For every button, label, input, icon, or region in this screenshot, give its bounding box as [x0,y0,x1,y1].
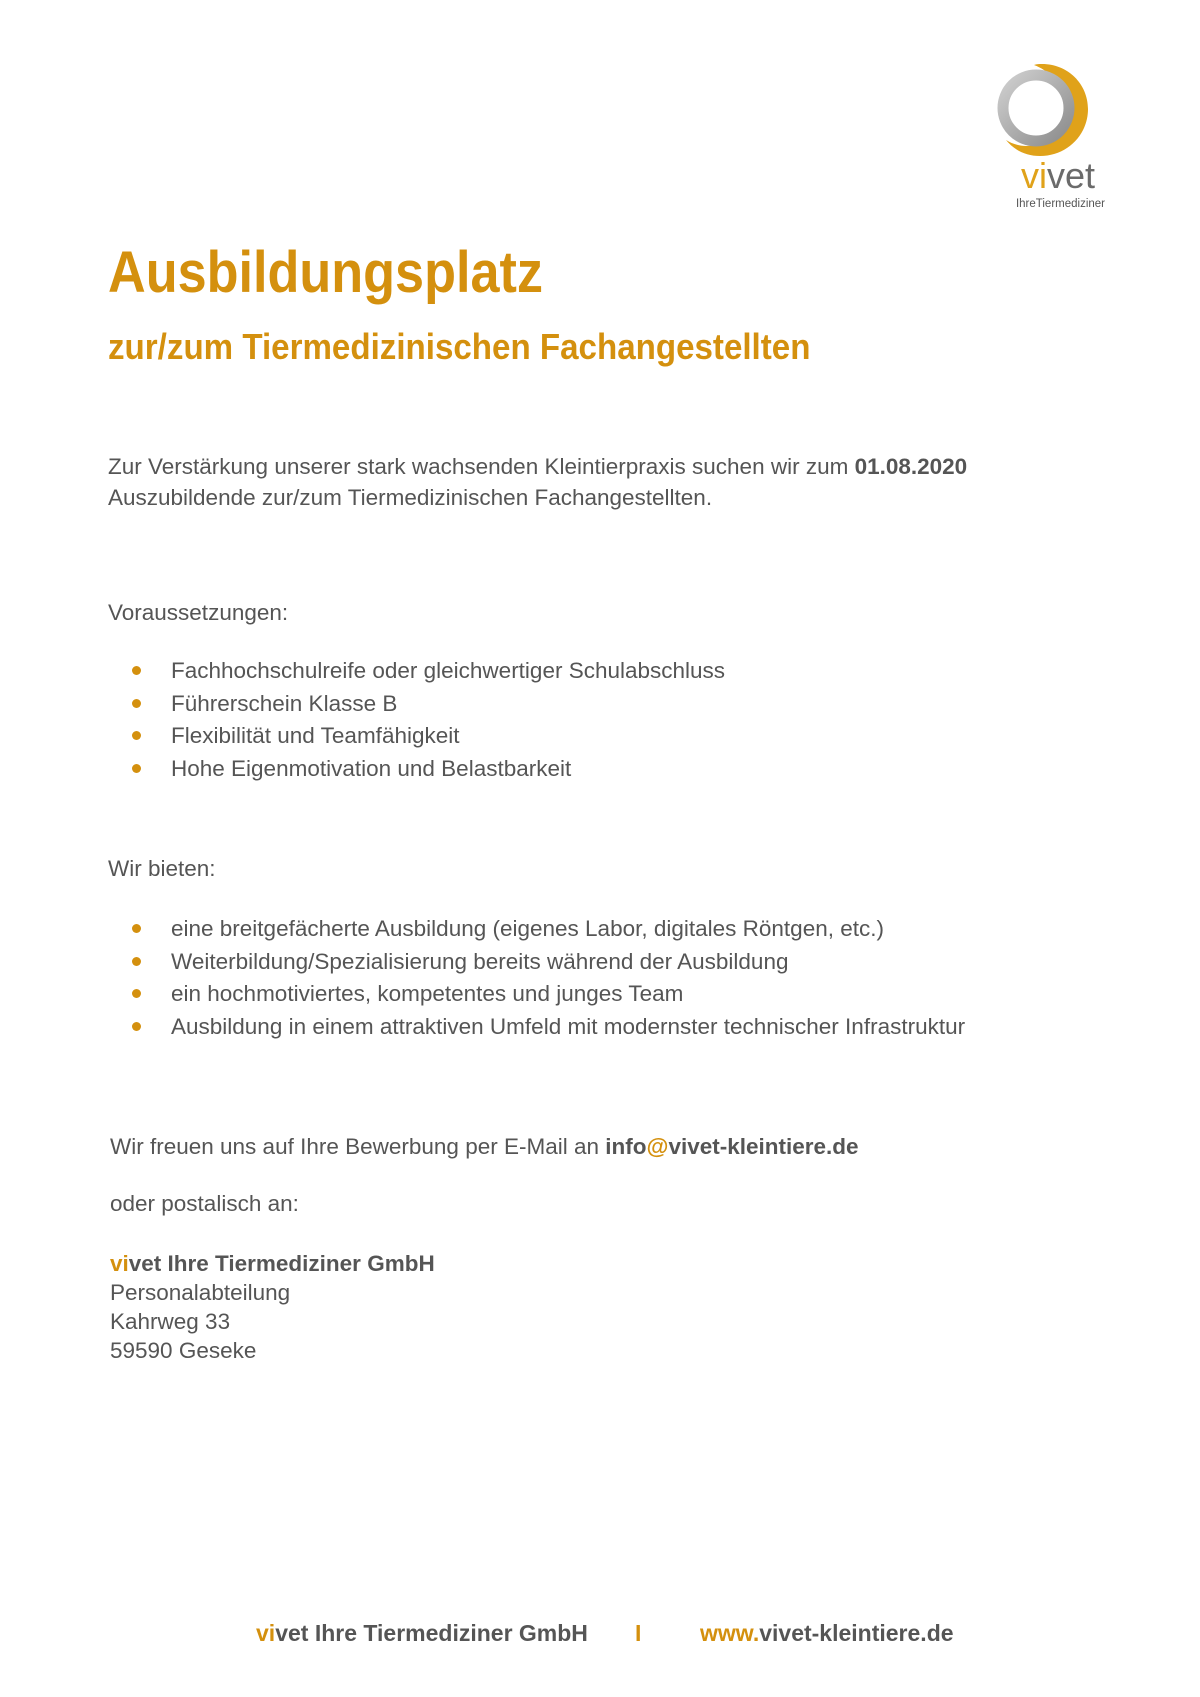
logo-wordmark-accent: vi [1020,155,1047,196]
list-item [108,655,725,688]
email-link[interactable] [605,1134,858,1159]
bullet-icon [132,764,141,773]
address-company-accent: vi [110,1251,129,1276]
footer-company-rest: vet Ihre Tiermediziner GmbH [275,1620,588,1646]
offer-heading: Wir bieten: [108,856,216,881]
list-item [108,978,965,1011]
requirements-heading: Voraussetzungen: [108,600,289,625]
list-item-text: eine breitgefächerte Ausbildung (eigenes Labor, digitales Röntgen, etc.) [171,916,884,941]
list-item-text: Flexibilität und Teamfähigkeit [171,723,460,748]
address-street: Kahrweg 33 [110,1309,231,1334]
bullet-icon [132,731,141,740]
list-item-text: Ausbildung in einem attraktiven Umfeld mit modernster technischer Infrastruktur [171,1013,966,1039]
list-item [108,688,725,721]
website-link[interactable] [700,1620,954,1647]
bullet-icon [132,666,141,675]
logo-wordmark-rest: vet [1046,155,1095,196]
bullet-icon [132,957,141,966]
bullet-icon [132,1022,141,1031]
application-paragraph [110,1131,859,1162]
website-domain: vivet-kleintiere.de [759,1620,954,1646]
intro-line-2: Auszubildende zur/zum Tiermedizinischen Fachangestellten. [108,485,713,510]
intro-text: Zur Verstärkung unserer stark wachsenden Kleintierpraxis suchen wir zum [108,454,855,479]
application-text: Wir freuen uns auf Ihre Bewerbung per E-Mail an [110,1134,606,1159]
postal-address [110,1249,435,1365]
footer-company [256,1620,588,1647]
address-company-rest: vet Ihre Tiermediziner GmbH [128,1251,435,1276]
requirements-list [108,655,725,785]
vivet-logo [985,62,1105,222]
footer [0,1620,1200,1660]
bullet-icon [132,699,141,708]
list-item-text: Fachhochschulreife oder gleichwertiger Schulabschluss [171,658,726,683]
address-department: Personalabteilung [110,1280,291,1305]
page-subtitle: zur/zum Tiermedizinischen Fachangestellten [108,326,811,367]
list-item [108,720,725,753]
list-item [108,913,965,946]
footer-separator: I [635,1620,642,1646]
page-title: Ausbildungsplatz [108,240,543,305]
list-item [108,1011,965,1044]
website-prefix: www. [700,1620,760,1646]
email-domain: vivet-kleintiere.de [668,1134,859,1159]
logo-ring-icon [990,62,1090,158]
email-at: @ [646,1134,669,1159]
intro-paragraph [108,451,967,513]
address-company [110,1249,435,1278]
bullet-icon [132,989,141,998]
list-item-text: Führerschein Klasse B [171,690,398,716]
list-item [108,946,965,979]
start-date: 01.08.2020 [854,454,968,479]
bullet-icon [132,924,141,933]
list-item-text: Weiterbildung/Spezialisierung bereits während der Ausbildung [171,948,789,974]
logo-tagline: IhreTiermediziner [1015,198,1105,210]
list-item-text: Hohe Eigenmotivation und Belastbarkeit [171,755,572,781]
footer-company-accent: vi [256,1620,276,1646]
address-city: 59590 Geseke [110,1338,257,1363]
offer-list [108,913,965,1043]
postal-text: oder postalisch an: [110,1191,299,1216]
email-user: info [605,1134,647,1159]
list-item [108,753,725,786]
logo-wordmark [985,156,1095,196]
list-item-text: ein hochmotiviertes, kompetentes und junges Team [171,981,684,1006]
